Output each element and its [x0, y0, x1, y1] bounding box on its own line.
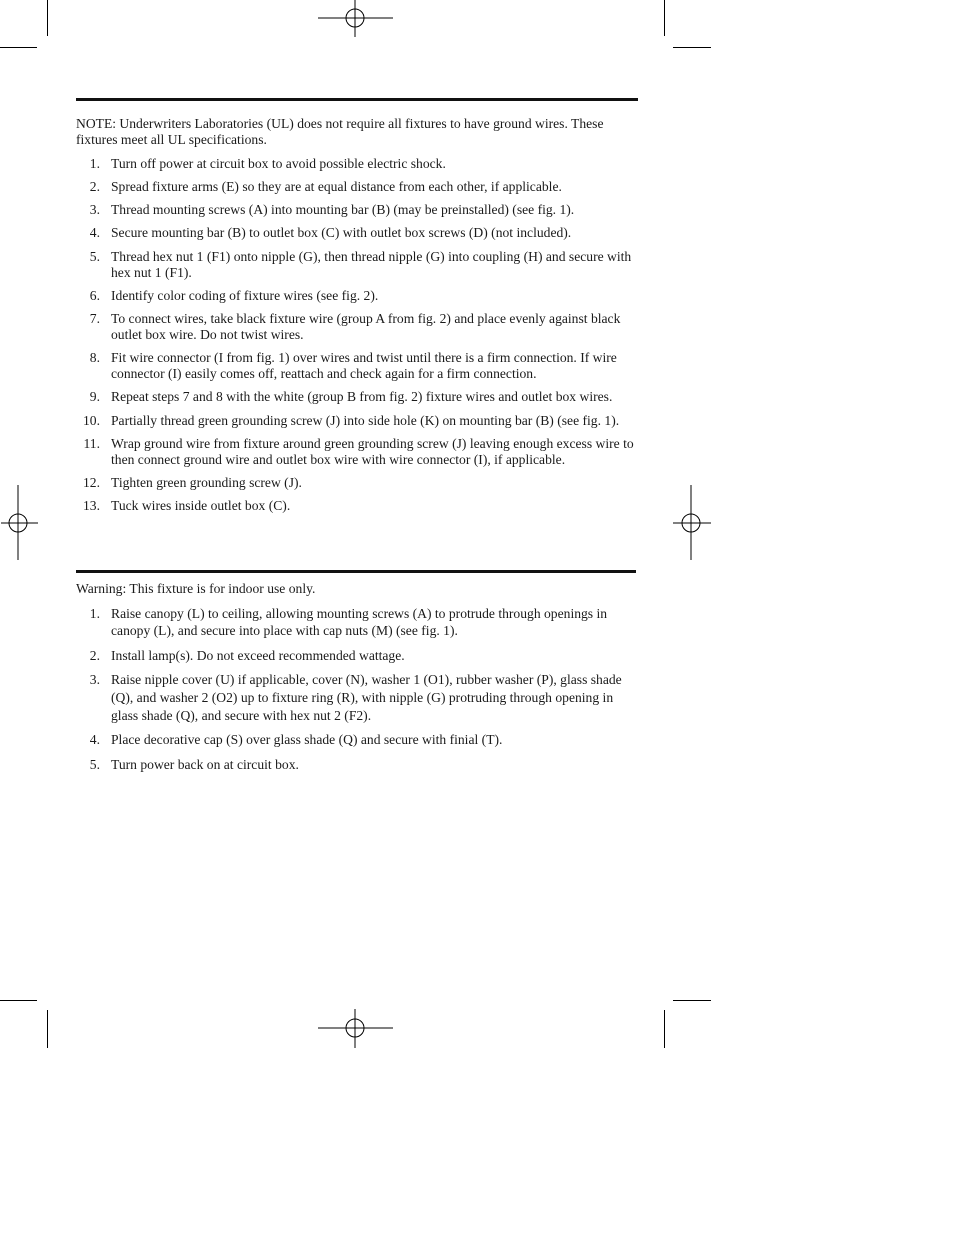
- step-number: 10.: [83, 412, 100, 428]
- section-rule: [76, 98, 638, 101]
- step-text: Raise canopy (L) to ceiling, allowing mounting screws (A) to protrude through openings in canopy (L), and secure into place with cap nuts (M) (see fig. 1).: [111, 605, 608, 639]
- step-text: Wrap ground wire from fixture around green grounding screw (J) leaving enough excess wire to then connect ground wire and outlet box wire with wire connector (I), if applicable.: [111, 435, 634, 467]
- list-item: [76, 202, 636, 218]
- registration-mark-icon: [672, 485, 712, 561]
- step-text: Partially thread green grounding screw (J) into side hole (K) on mounting bar (B) (see fig. 1).: [111, 412, 620, 428]
- step-number: 3.: [89, 672, 100, 688]
- step-number: 9.: [89, 389, 100, 405]
- list-item: [76, 756, 636, 774]
- step-number: 8.: [89, 350, 100, 366]
- step-text: Turn power back on at circuit box.: [111, 756, 299, 772]
- list-item: [76, 389, 636, 405]
- step-text: Identify color coding of fixture wires (see fig. 2).: [111, 287, 379, 303]
- indoor-warning: Warning: This fixture is for indoor use only.: [76, 581, 316, 596]
- crop-mark: [47, 1010, 48, 1048]
- step-number: 6.: [89, 287, 100, 303]
- step-text: Tighten green grounding screw (J).: [111, 475, 302, 491]
- step-number: 4.: [89, 732, 100, 748]
- list-item: [76, 498, 636, 514]
- list-item: [76, 350, 636, 382]
- section-rule: [76, 570, 636, 573]
- list-item: [76, 605, 636, 640]
- step-text: Fit wire connector (I from fig. 1) over wires and twist until there is a firm connection. If wire connector (I) easily comes off, reattach and check again for a firm connection.: [111, 350, 617, 382]
- step-text: Place decorative cap (S) over glass shade (Q) and secure with finial (T).: [111, 732, 503, 748]
- step-number: 1.: [89, 605, 100, 621]
- assembly-steps: [76, 605, 636, 774]
- step-text: Tuck wires inside outlet box (C).: [111, 498, 291, 514]
- list-item: [76, 311, 636, 343]
- list-item: [76, 413, 636, 429]
- crop-mark: [47, 0, 48, 36]
- step-number: 1.: [89, 155, 100, 171]
- installation-steps: [76, 156, 636, 515]
- list-item: [76, 288, 636, 304]
- step-number: 7.: [89, 311, 100, 327]
- step-text: Thread hex nut 1 (F1) onto nipple (G), then thread nipple (G) into coupling (H) and secure with hex nut 1 (F1).: [111, 248, 632, 280]
- step-number: 2.: [89, 178, 100, 194]
- crop-mark: [0, 1000, 37, 1001]
- list-item: [76, 179, 636, 195]
- registration-mark-icon: [317, 1009, 395, 1049]
- registration-mark-icon: [317, 0, 395, 38]
- list-item: [76, 225, 636, 241]
- step-text: To connect wires, take black fixture wire (group A from fig. 2) and place evenly against black outlet box wire. Do not twist wires.: [111, 311, 621, 342]
- list-item: [76, 436, 636, 468]
- list-item: [76, 647, 636, 665]
- step-number: 11.: [83, 435, 100, 451]
- step-number: 5.: [89, 248, 100, 264]
- step-number: 12.: [83, 475, 100, 491]
- crop-mark: [673, 1000, 711, 1001]
- step-number: 13.: [83, 498, 100, 514]
- list-item: [76, 475, 636, 491]
- step-number: 4.: [89, 225, 100, 241]
- step-text: Raise nipple cover (U) if applicable, cover (N), washer 1 (O1), rubber washer (P), glass shade (Q), and washer 2 (O2) up to fixture ring (R), with nipple (G) protruding through opening in glass shade (Q), and secure with hex nut 2 (F2).: [111, 672, 622, 723]
- list-item: [76, 671, 636, 724]
- step-number: 3.: [89, 202, 100, 218]
- ul-note: NOTE: Underwriters Laboratories (UL) does not require all fixtures to have ground wires. These fixtures meet all UL specifications.: [76, 116, 604, 147]
- step-number: 5.: [89, 756, 100, 772]
- step-text: Repeat steps 7 and 8 with the white (group B from fig. 2) fixture wires and outlet box wires.: [111, 389, 613, 405]
- list-item: [76, 249, 636, 281]
- crop-mark: [664, 0, 665, 36]
- assembly-section: [76, 580, 636, 773]
- step-text: Install lamp(s). Do not exceed recommended wattage.: [111, 647, 405, 663]
- installation-section: [76, 116, 636, 514]
- crop-mark: [0, 47, 37, 48]
- crop-mark: [664, 1010, 665, 1048]
- list-item: [76, 156, 636, 172]
- list-item: [76, 731, 636, 749]
- crop-mark: [673, 47, 711, 48]
- step-text: Spread fixture arms (E) so they are at equal distance from each other, if applicable.: [111, 178, 562, 194]
- step-text: Turn off power at circuit box to avoid possible electric shock.: [111, 155, 446, 171]
- step-text: Thread mounting screws (A) into mounting bar (B) (may be preinstalled) (see fig. 1).: [111, 202, 575, 218]
- step-number: 2.: [89, 647, 100, 663]
- step-text: Secure mounting bar (B) to outlet box (C) with outlet box screws (D) (not included).: [111, 225, 572, 241]
- registration-mark-icon: [0, 485, 40, 561]
